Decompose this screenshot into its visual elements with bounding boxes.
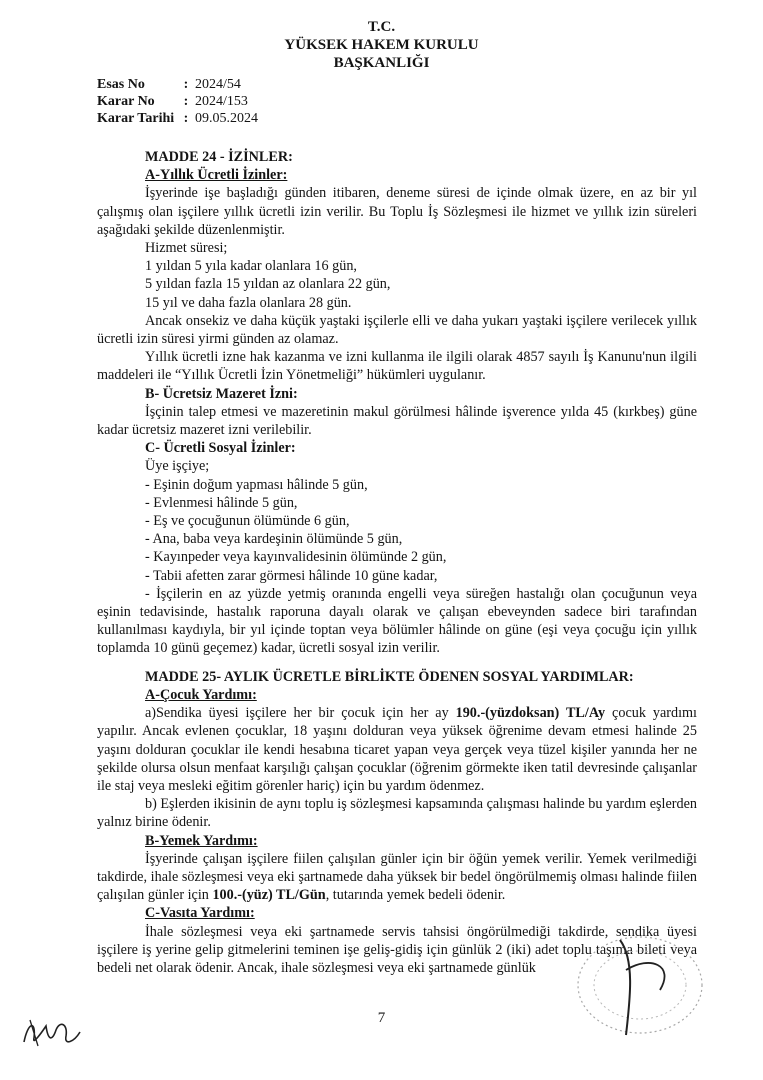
list-item: 1 yıldan 5 yıla kadar olanlara 16 gün, [145, 258, 357, 275]
text: çocuk yardımı yapılır. Ancak evlenen çocuklar, 18 yaşını dolduran veya yüksek öğrenime devam etmesi halinde 25 yaşını dolduran çocuklar ile kendi hesabına ticaret yapan veya gerçek veya tüzel kişiler yanında her ne şekilde olursa olsun menfaat karşılığı çalışan çocuklar (öğrenim görmekte iken tatil devresinde çalışanlar ile staj veya mesleki eğitim görenler hariç) için bu yardım ödenmez. [97, 705, 697, 794]
meta-key: Esas No [97, 77, 145, 92]
document-body [97, 148, 697, 977]
amount: 100.-(yüz) TL/Gün [212, 887, 326, 904]
list-item: - Kayınpeder veya kayınvalidesinin ölümünde 2 gün, [145, 549, 447, 566]
meta-value: 2024/54 [195, 77, 241, 92]
list-item: - Eşinin doğum yapması hâlinde 5 gün, [145, 476, 368, 493]
text: a)Sendika üyesi işçilere her bir çocuk için her ay [145, 705, 456, 722]
paragraph: Ancak onsekiz ve daha küçük yaştaki işçilerle elli ve daha yukarı yaştaki işçilere verilecek yıllık ücretli izin süresi yirmi günden az olamaz. [97, 312, 697, 348]
section-24a-title: A-Yıllık Ücretli İzinler: [145, 167, 288, 184]
page-number: 7 [377, 1010, 386, 1026]
header-line-2: YÜKSEK HAKEM KURULU [284, 37, 479, 53]
header-line-3: BAŞKANLIĞI [333, 55, 430, 71]
text: , tutarında yemek bedeli ödenir. [325, 887, 506, 904]
meta-row: Esas No : 2024/54 [97, 77, 241, 92]
section-25b-title: B-Yemek Yardımı: [145, 832, 258, 849]
meta-key: Karar Tarihi [97, 111, 175, 126]
list-item: - Tabii afetten zarar görmesi hâlinde 10 güne kadar, [145, 567, 438, 584]
list-item: - Eş ve çocuğunun ölümünde 6 gün, [145, 513, 350, 530]
list-item: - Ana, baba veya kardeşinin ölümünde 5 gün, [145, 531, 403, 548]
section-25c-title: C-Vasıta Yardımı: [145, 905, 255, 922]
paragraph: b) Eşlerden ikisinin de aynı toplu iş sözleşmesi kapsamında çalışması halinde bu yardım eşlerden yalnız birine ödenir. [97, 796, 698, 831]
list-head: Üye işçiye; [145, 458, 210, 475]
case-meta [97, 76, 258, 127]
paragraph: İşçinin talep etmesi ve mazeretinin makul görülmesi hâlinde işverence yılda 45 (kırkbeş) güne kadar ücretsiz mazeret izni verilebilir. [97, 403, 697, 439]
list-item: 15 yıl ve daha fazla olanlara 28 gün. [145, 294, 352, 311]
document-header [0, 18, 763, 72]
paragraph: Yıllık ücretli izne hak kazanma ve izni kullanma ile ilgili olarak 4857 sayılı İş Kanunu'nun ilgili maddeleri ile “Yıllık Ücretli İzin Yönetmeliği” hükümleri uygulanır. [97, 349, 697, 384]
amount: 190.-(yüzdoksan) TL/Ay [455, 705, 606, 722]
list-item: 5 yıldan fazla 15 yıldan az olanlara 22 gün, [145, 276, 391, 293]
section-24c-title: C- Ücretli Sosyal İzinler: [145, 440, 296, 457]
meta-value: 2024/153 [195, 94, 248, 109]
meta-value: 09.05.2024 [195, 111, 258, 126]
meta-row: Karar No : 2024/153 [97, 94, 248, 109]
meta-key: Karar No [97, 94, 155, 109]
list-item: - Evlenmesi hâlinde 5 gün, [145, 494, 298, 511]
list-head: Hizmet süresi; [145, 240, 228, 257]
paragraph [97, 850, 697, 905]
header-line-1: T.C. [367, 19, 396, 35]
article-25-title: MADDE 25- AYLIK ÜCRETLE BİRLİKTE ÖDENEN SOSYAL YARDIMLAR: [145, 668, 634, 685]
section-24b-title: B- Ücretsiz Mazeret İzni: [145, 385, 298, 402]
paragraph: İşyerinde işe başladığı günden itibaren, deneme süresi de içinde olmak üzere, en az bir yıl çalışmış olan işçilere yıllık ücretli izin verilir. Bu Toplu İş Sözleşmesi ile hizmet ve yıllık izin süreleri aşağıdaki şekilde düzenlenmiştir. [97, 185, 697, 238]
section-25a-title: A-Çocuk Yardımı: [145, 686, 257, 703]
paragraph: İhale sözleşmesi veya eki şartnamede servis tahsisi öngörülmediği takdirde, sendika üyesi işçilere iş yerine gelip gitmelerini teminen işe geliş-gidiş için günlük 2 (iki) adet toplu taşıma bileti veya bedeli net olarak ödenir. Ancak, ihale sözleşmesi veya eki şartnamede günlük [97, 923, 697, 976]
paragraph [97, 704, 697, 795]
article-24-title: MADDE 24 - İZİNLER: [145, 149, 293, 165]
text: İşyerinde çalışan işçilere fiilen çalışılan günler için bir öğün yemek verilir. Yemek verilmediği takdirde, ihale sözleşmesi veya eki şartnamede daha yüksek bir bedel öngörülmemiş olması halinde fiilen çalışılan günler için [97, 850, 697, 904]
meta-row: Karar Tarihi : 09.05.2024 [97, 111, 258, 126]
paragraph: - İşçilerin en az yüzde yetmiş oranında engelli veya süreğen hastalığı olan çocuğunun veya eşinin tedavisinde, hastalık raporuna dayalı olarak ve çalışan ebeveynden sadece biri tarafından kullanılması kaydıyla, bir yıl içinde toptan veya bölümler hâlinde on güne (eşi veya çocuğu için yıllık toplamda 10 günü geçemez) kadar, ücretli sosyal izin verilir. [97, 585, 697, 657]
